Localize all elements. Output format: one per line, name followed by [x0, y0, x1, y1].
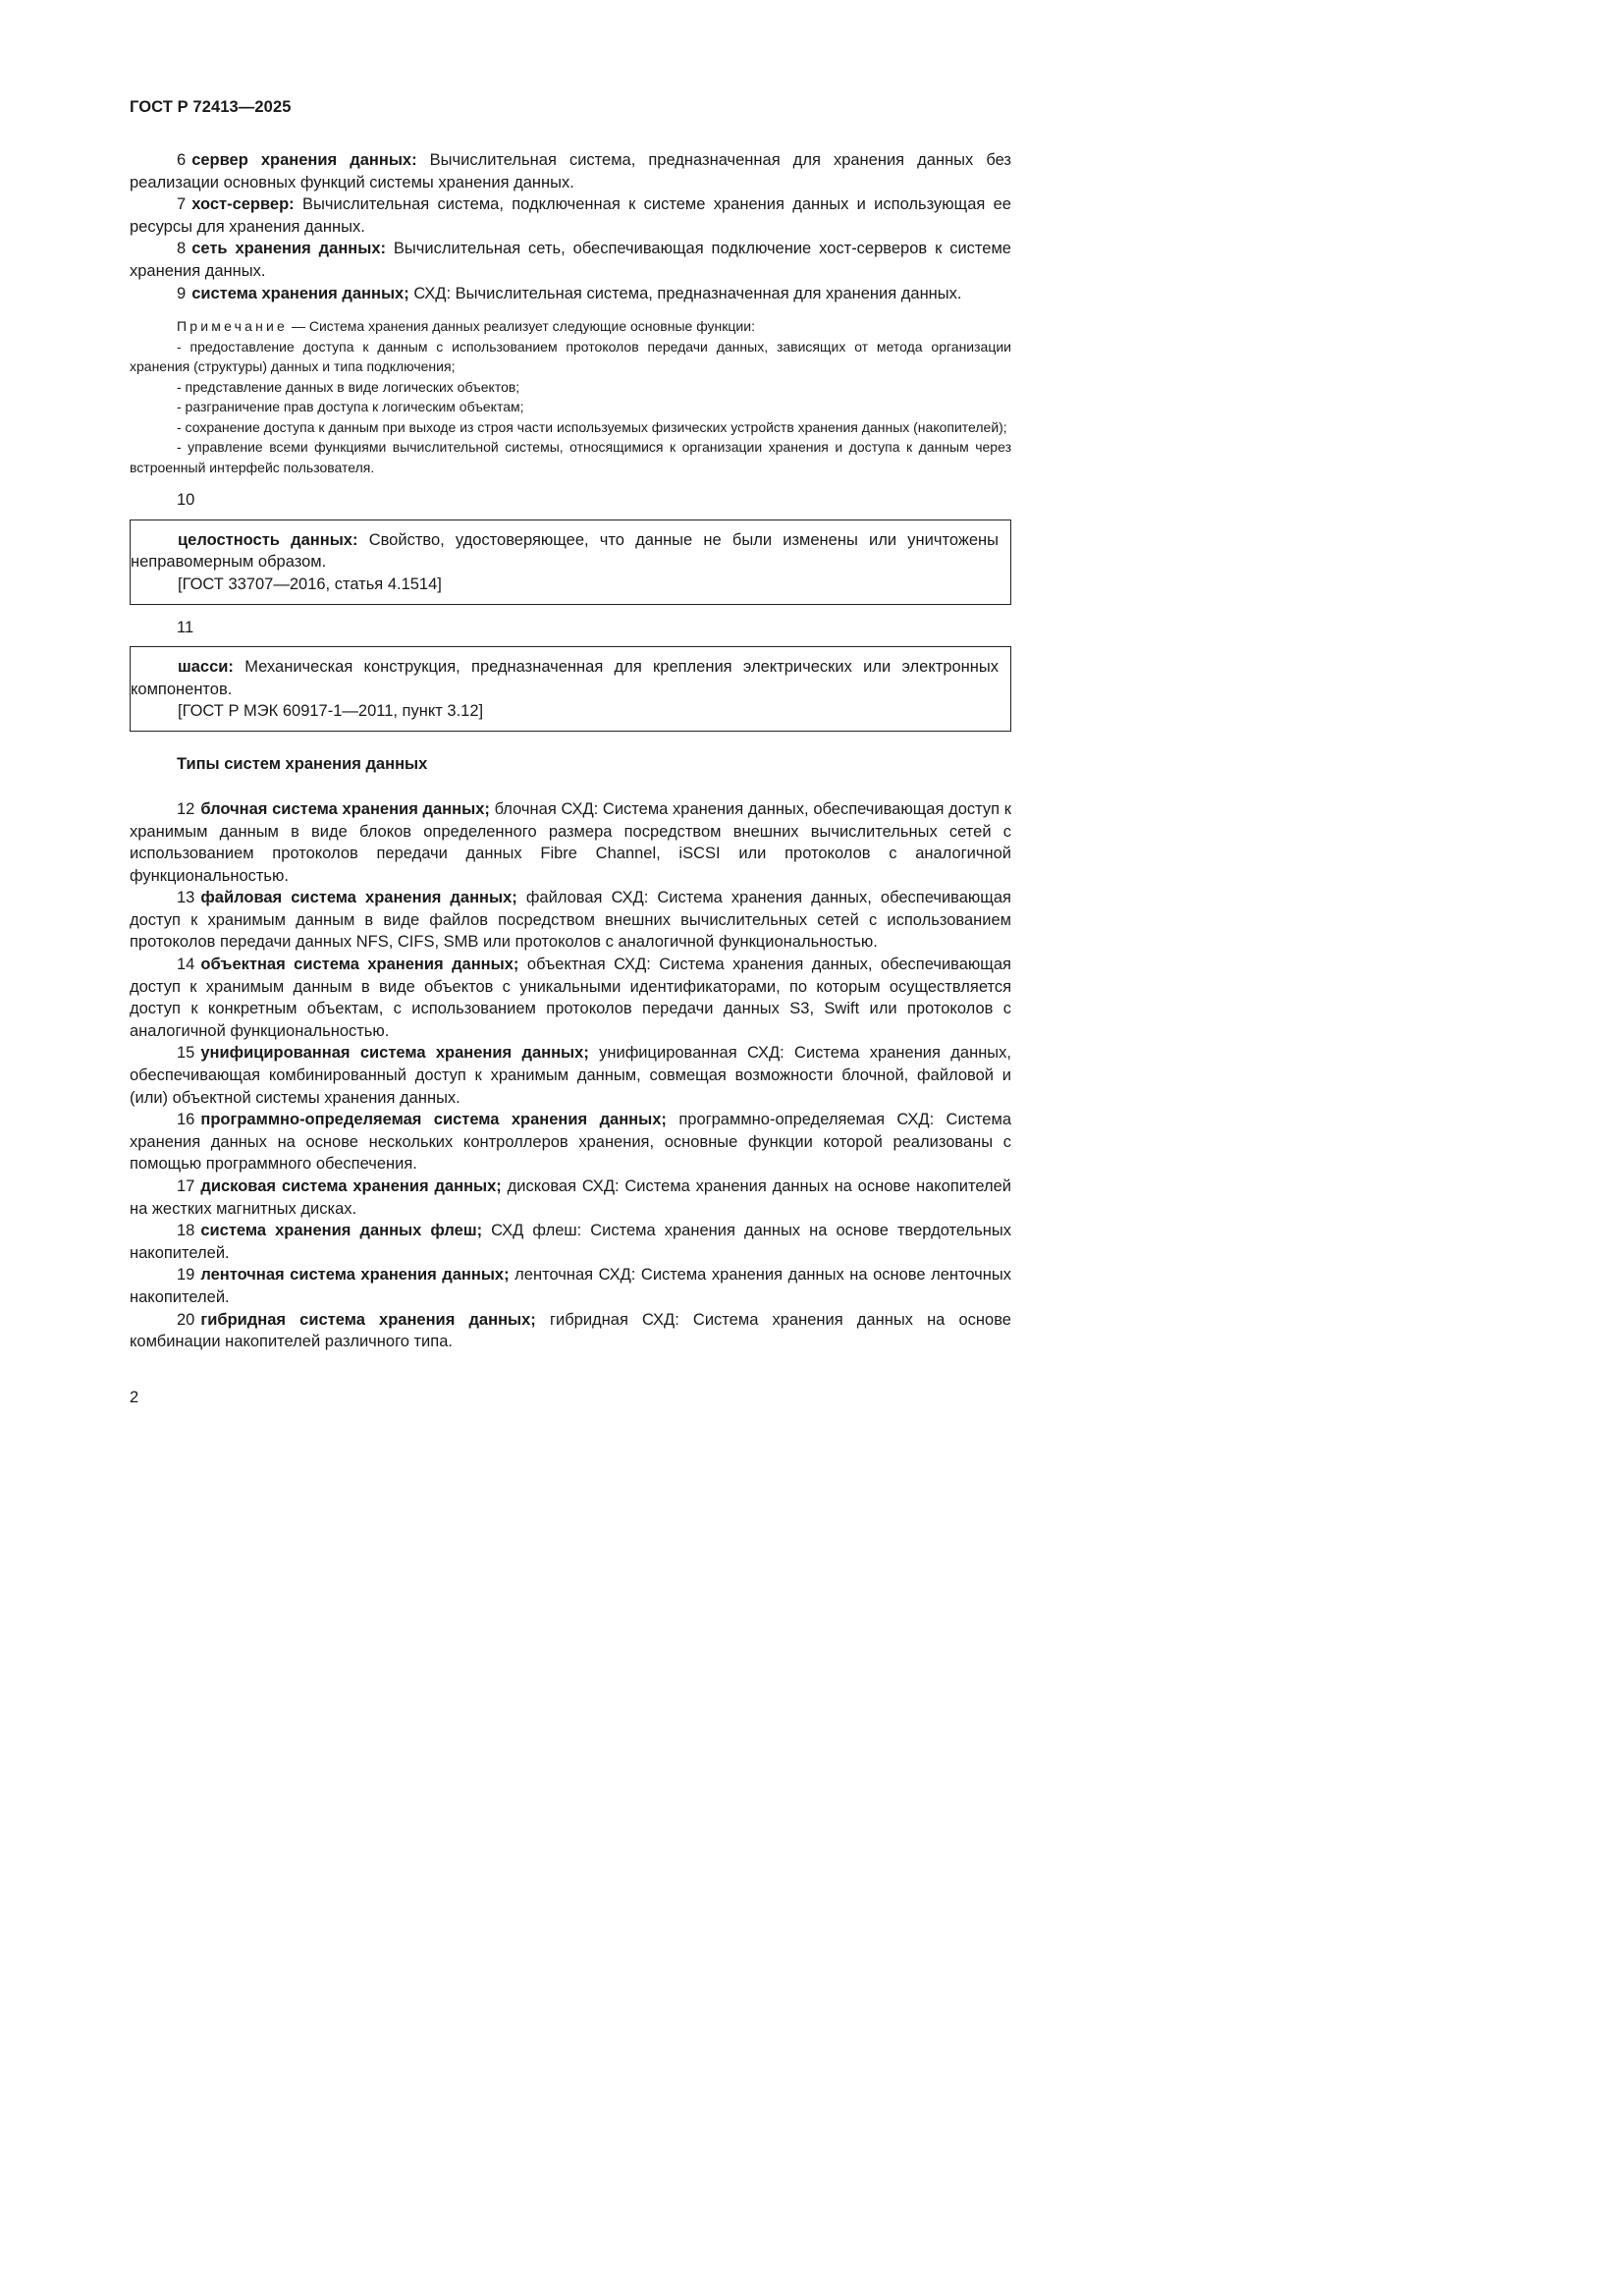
boxed-term-11: [130, 617, 1011, 732]
term-definition: файловая СХД: Система хранения данных, обеспечивающая доступ к хранимым данным в виде файлов посредством внешних вычислительных сетей с использованием протоколов передачи данных NFS, CIFS, SMB или протоколов с аналогичной функциональностью.: [130, 889, 1011, 952]
term-box: [130, 646, 1011, 732]
term-number: 9: [177, 284, 187, 302]
term-paragraph: [130, 238, 1011, 282]
term-number: 10: [177, 491, 195, 510]
term-paragraph: [130, 193, 1011, 238]
term-definition: объектная СХД: Система хранения данных, обеспечивающая доступ к хранимым данным в виде объектов с уникальными идентификаторами, по которым осуществляется доступ к конкретным объектам, с использованием протоколов передачи данных S3, Swift или протоколов с аналогичной функциональностью.: [130, 956, 1011, 1040]
term-source-reference: [ГОСТ Р МЭК 60917-1—2011, пункт 3.12]: [178, 702, 484, 721]
term-name: блочная система хранения данных;: [200, 799, 490, 818]
term-number: 15: [177, 1044, 195, 1063]
term-number: 7: [177, 195, 187, 214]
term-name: система хранения данных флеш;: [200, 1222, 483, 1240]
term-name: гибридная система хранения данных;: [200, 1310, 536, 1329]
term-paragraph: [130, 1309, 1011, 1353]
term-number: 18: [177, 1222, 195, 1240]
term-name: хост-сервер:: [191, 195, 295, 214]
note-item: - предоставление доступа к данным с использованием протоколов передачи данных, зависящих от метода организации хранения (структуры) данных и типа подключения;: [130, 338, 1011, 375]
term-entry-20: [130, 1309, 1011, 1353]
term-number: 6: [177, 151, 187, 169]
term-paragraph: [130, 1264, 1011, 1308]
term-definition: Механическая конструкция, предназначенная для крепления электрических или электронных компонентов.: [131, 658, 1000, 698]
term-name: сеть хранения данных:: [191, 240, 387, 258]
term-name: система хранения данных;: [191, 284, 409, 302]
term-name: унифицированная система хранения данных;: [200, 1044, 589, 1063]
note-item: - разграничение прав доступа к логическим объектам;: [177, 399, 524, 415]
term-name: дисковая система хранения данных;: [200, 1177, 502, 1195]
terms-section-1: [130, 149, 1011, 304]
term-definition: Вычислительная сеть, обеспечивающая подключение хост-серверов к системе хранения данных.: [130, 240, 1011, 280]
term-paragraph: [130, 283, 1011, 305]
term-name: файловая система хранения данных;: [200, 889, 517, 907]
document-page: [130, 98, 1011, 1353]
term-entry-12: [130, 798, 1011, 887]
term-number: 12: [177, 799, 195, 818]
term-definition: СХД: Вычислительная система, предназначенная для хранения данных.: [413, 284, 962, 302]
term-box: [130, 519, 1011, 605]
term-definition: программно-определяемая СХД: Система хранения данных на основе нескольких контроллеров хранения, основные функции которой реализованы с помощью программного обеспечения.: [130, 1111, 1012, 1174]
term-paragraph: [130, 1175, 1011, 1220]
term-name: объектная система хранения данных;: [200, 956, 519, 974]
term-entry-8: [130, 238, 1011, 282]
terms-section-2: [130, 798, 1011, 1353]
term-entry-15: [130, 1042, 1011, 1109]
term-entry-19: [130, 1264, 1011, 1308]
term-number: 20: [177, 1310, 195, 1329]
term-paragraph: [131, 656, 999, 700]
term-name: целостность данных:: [178, 530, 358, 549]
boxed-term-10: [130, 489, 1011, 604]
term-definition: ленточная СХД: Система хранения данных на основе ленточных накопителей.: [130, 1266, 1011, 1306]
term-paragraph: [131, 529, 999, 574]
term-number: 11: [177, 618, 194, 636]
term-definition: дисковая СХД: Система хранения данных на основе накопителей на жестких магнитных дисках.: [130, 1177, 1011, 1218]
term-definition: Свойство, удостоверяющее, что данные не были изменены или уничтожены неправомерным образом.: [131, 530, 1000, 572]
note-item: - представление данных в виде логических объектов;: [177, 378, 520, 395]
term-number: 13: [177, 889, 195, 907]
term-entry-9: [130, 283, 1011, 305]
note-label: Примечание: [177, 318, 289, 335]
note-intro: [130, 316, 1011, 337]
term-source-reference: [ГОСТ 33707—2016, статья 4.1514]: [178, 574, 442, 593]
term-entry-7: [130, 193, 1011, 238]
term-entry-6: [130, 149, 1011, 193]
note-block: [130, 316, 1011, 477]
term-definition: Вычислительная система, предназначенная для хранения данных без реализации основных функций системы хранения данных.: [130, 151, 1011, 191]
term-definition: СХД флеш: Система хранения данных на основе твердотельных накопителей.: [130, 1222, 1011, 1262]
term-paragraph: [130, 1109, 1011, 1175]
term-definition: блочная СХД: Система хранения данных, обеспечивающая доступ к хранимым данным в виде блоков определенного размера посредством внешних вычислительных сетей с использованием протоколов передачи данных Fibre Channel, iSCSI или протоколов с аналогичной функциональностью.: [130, 799, 1011, 885]
term-entry-17: [130, 1175, 1011, 1220]
term-paragraph: [130, 149, 1011, 193]
term-name: программно-определяемая система хранения данных;: [200, 1111, 667, 1129]
term-name: сервер хранения данных:: [191, 151, 417, 169]
term-number: 14: [177, 956, 195, 974]
term-paragraph: [130, 954, 1011, 1042]
section-title: Типы систем хранения данных: [177, 754, 428, 773]
term-number: 8: [177, 240, 187, 258]
term-definition: унифицированная СХД: Система хранения данных, обеспечивающая комбинированный доступ к хранимым данным, совмещая возможности блочной, файловой и (или) объектной системы хранения данных.: [130, 1044, 1011, 1107]
document-number-header: ГОСТ Р 72413—2025: [130, 98, 292, 116]
term-definition: гибридная СХД: Система хранения данных на основе комбинации накопителей различного типа.: [130, 1310, 1011, 1351]
term-paragraph: [130, 887, 1011, 954]
term-paragraph: [130, 1042, 1011, 1109]
term-paragraph: [130, 798, 1011, 887]
page-number: 2: [130, 1389, 139, 1406]
note-item: - управление всеми функциями вычислительной системы, относящимися к организации хранения и доступа к данным через встроенный интерфейс пользователя.: [130, 439, 1011, 475]
term-definition: Вычислительная система, подключенная к системе хранения данных и использующая ее ресурсы для хранения данных.: [130, 195, 1011, 236]
term-entry-14: [130, 954, 1011, 1042]
term-paragraph: [130, 1220, 1011, 1264]
term-entry-16: [130, 1109, 1011, 1175]
term-entry-13: [130, 887, 1011, 954]
term-number: 16: [177, 1111, 195, 1129]
term-name: ленточная система хранения данных;: [200, 1266, 510, 1285]
note-intro-text: — Система хранения данных реализует следующие основные функции:: [291, 318, 755, 335]
term-number: 19: [177, 1266, 195, 1285]
term-name: шасси:: [178, 658, 234, 677]
note-item: - сохранение доступа к данным при выходе из строя части используемых физических устройств хранения данных (накопителей);: [177, 418, 1007, 435]
term-number: 17: [177, 1177, 195, 1195]
term-entry-18: [130, 1220, 1011, 1264]
